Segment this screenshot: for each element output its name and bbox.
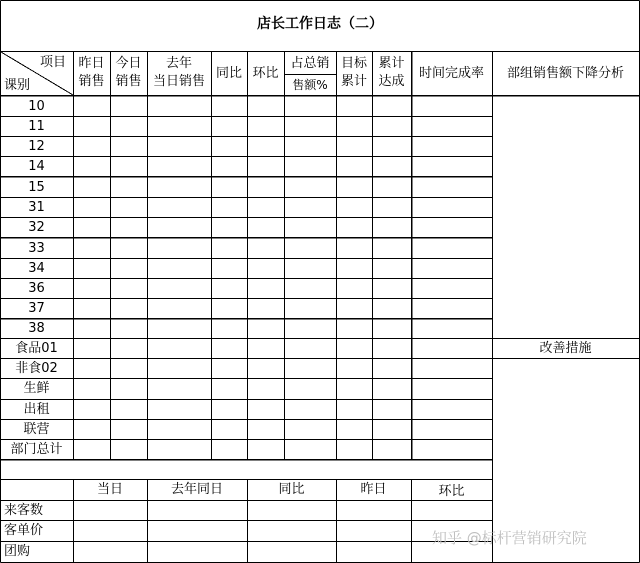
header-category-label: 课别 (4, 78, 31, 93)
header-decline-analysis: 部组销售额下降分析 (506, 66, 624, 81)
header-last-year-sales-line1: 去年 (165, 56, 192, 71)
header-today-sales-line2: 销售 (115, 74, 142, 89)
row-label: 37 (28, 301, 45, 316)
watermark-text: 知乎 @标杆营销研究院 (432, 529, 587, 547)
row-label: 38 (28, 321, 45, 336)
row-label: 生鲜 (23, 381, 50, 396)
header-today-sales-line1: 今日 (115, 56, 142, 71)
header-last-year-sales-line2: 当日销售 (152, 74, 205, 89)
row-label: 11 (28, 119, 45, 134)
row-label: 36 (28, 281, 45, 296)
header-mom: 环比 (252, 66, 279, 81)
header-target-line2: 累计 (340, 74, 367, 89)
header-item-label: 项目 (40, 55, 67, 70)
row-label: 15 (28, 180, 45, 195)
header-cumulative-line1: 累计 (378, 56, 405, 71)
row-label: 33 (28, 241, 45, 256)
row-label: 联营 (23, 422, 50, 437)
footer-row-label: 团购 (4, 544, 31, 559)
header-yoy: 同比 (215, 66, 242, 81)
header-share-line2: 售额% (292, 78, 328, 92)
row-label: 10 (28, 99, 45, 114)
footer-row-label: 客单价 (4, 523, 44, 538)
footer-header-yesterday: 昨日 (360, 482, 387, 497)
row-label: 34 (28, 261, 45, 276)
row-label: 食品01 (15, 341, 58, 356)
footer-header-mom: 环比 (438, 484, 465, 499)
footer-header-today: 当日 (96, 482, 123, 497)
header-time-completion: 时间完成率 (418, 66, 484, 81)
row-label: 非食02 (15, 361, 58, 376)
header-yesterday-sales-line1: 昨日 (78, 56, 105, 71)
row-label: 出租 (23, 402, 50, 417)
header-cumulative-line2: 达成 (378, 74, 405, 89)
row-label: 31 (28, 200, 45, 215)
header-share-line1: 占总销 (290, 56, 330, 71)
header-yesterday-sales-line2: 销售 (78, 74, 105, 89)
row-label: 32 (28, 220, 45, 235)
improvement-measures-label: 改善措施 (539, 341, 592, 356)
page-title: 店长工作日志（二） (257, 16, 383, 32)
footer-row-label: 来客数 (4, 503, 44, 518)
header-target-line1: 目标 (340, 56, 367, 71)
row-label: 14 (28, 159, 45, 174)
footer-header-last-year: 去年同日 (170, 482, 223, 497)
row-label: 12 (28, 139, 45, 154)
footer-header-yoy: 同比 (278, 482, 305, 497)
row-label: 部门总计 (10, 442, 63, 457)
